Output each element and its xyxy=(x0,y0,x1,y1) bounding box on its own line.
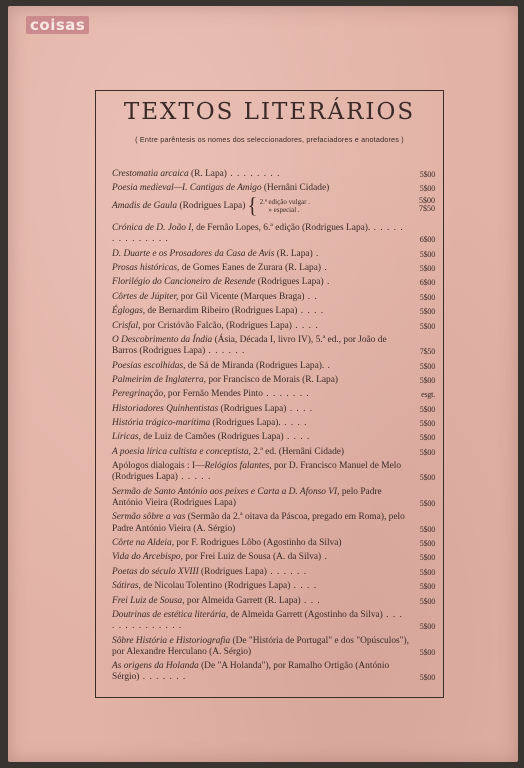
price: 5$00 xyxy=(419,292,435,302)
list-item: Amadis de Gaula (Rodrigues Lapa) { 2.ª edição vulgar . » especial . 5$00 7$50 xyxy=(112,193,435,218)
list-item: Prosas históricas, de Gomes Eanes de Zurara (R. Lapa) . 5$00 xyxy=(112,262,435,273)
list-item: Églogas, de Bernardim Ribeiro (Rodrigues Lapa) . . . . 5$00 xyxy=(112,306,435,317)
price: 5$00 xyxy=(419,433,435,443)
list-item: Vida do Arcebispo, por Frei Luiz de Sousa (A. da Silva) . 5$00 xyxy=(112,552,435,563)
price: 5$00 xyxy=(419,539,435,549)
list-item: Poetas do século XVIII (Rodrigues Lapa) . . . . . . 5$00 xyxy=(112,566,435,577)
list-item: D. Duarte e os Prosadores da Casa de Avis (R. Lapa) . 5$00 xyxy=(112,248,435,259)
edition-notes: 2.ª edição vulgar . » especial . xyxy=(259,197,310,214)
list-item: Peregrinação, por Fernão Mendes Pinto . . . . . . . esgt. xyxy=(112,389,435,400)
price: 6$00 xyxy=(419,278,435,288)
price: 5$00 7$50 xyxy=(419,195,435,213)
list-item: Poesia medieval—I. Cantigas de Amigo (Hernâni Cidade) 5$00 xyxy=(112,183,435,194)
price: esgt. xyxy=(421,390,435,400)
price: 7$50 xyxy=(419,347,435,357)
price: 5$00 xyxy=(419,567,435,577)
page-subtitle: ( Entre parêntesis os nomes dos seleccionadores, prefaciadores e anotadores ) xyxy=(135,135,404,144)
list-item: Crisfal, por Cristóvão Falcão, (Rodrigues Lapa) . . . . 5$00 xyxy=(112,320,435,331)
price: 6$00 xyxy=(419,235,435,245)
list-item: Côrte na Aldeia, por F. Rodrigues Lôbo (Agostinho da Silva) 5$00 xyxy=(112,538,435,549)
list-item: As origens da Holanda (De "A Holanda"), por Ramalho Ortigão (António Sérgio) . . . . . . . 5$00 xyxy=(112,661,435,683)
list-item: Palmeirim de Inglaterra, por Francisco de Morais (R. Lapa) 5$00 xyxy=(112,374,435,385)
price: 5$00 xyxy=(419,499,435,509)
list-item: Sermão de Santo António aos peixes e Carta a D. Afonso VI, pelo Padre António Vieira (Rodrigues Lapa) 5$00 xyxy=(112,486,435,509)
price: 5$00 xyxy=(419,473,435,483)
price: 5$00 xyxy=(419,524,435,534)
price: 5$00 xyxy=(419,375,435,385)
list-item: Sátiras, de Nicolau Tolentino (Rodrigues Lapa) . . . . 5$00 xyxy=(112,581,435,592)
list-item: O Descobrimento da Índia (Ásia, Década I, livro IV), 5.ª ed., por João de Barros (Rodrigues Lapa) . . . . . . 7$50 xyxy=(112,334,435,357)
price: 5$00 xyxy=(419,307,435,317)
price: 5$00 xyxy=(419,404,435,414)
list-item: Doutrinas de estética literária, de Almeida Garrett (Agostinho da Silva) . . . . . . . . . . . . . . 5$00 xyxy=(112,609,435,632)
list-item: Frei Luiz de Sousa, por Almeida Garrett (R. Lapa) . . . 5$00 xyxy=(112,595,435,606)
price: 5$00 xyxy=(419,622,435,632)
price: 5$00 xyxy=(419,361,435,371)
page-title: TEXTOS LITERÁRIOS xyxy=(123,99,416,125)
price: 5$00 xyxy=(419,249,435,259)
price: 5$00 xyxy=(419,170,435,179)
list-item: Sôbre História e Historiografia (De "História de Portugal" e dos "Opúsculos"), por Alexandre Herculano (A. Sérgio) 5$00 xyxy=(112,635,435,657)
watermark-logo: coisas xyxy=(26,16,89,34)
list-item: A poesia lírica cultista e conceptista, 2.ª ed. (Hernâni Cidade) 5$00 xyxy=(112,446,435,457)
list-item: Poesias escolhidas, de Sá de Miranda (Rodrigues Lapa). . 5$00 xyxy=(112,360,435,371)
list-item: Líricas, de Luiz de Camões (Rodrigues Lapa) . . . . 5$00 xyxy=(112,432,435,443)
brace-symbol: { xyxy=(247,193,258,218)
price: 5$00 xyxy=(419,263,435,273)
list-item: Sermão sôbre a vas (Sermão da 2.ª oitava da Páscoa, pregado em Roma), pelo Padre António Vieira (A. Sérgio) 5$00 xyxy=(112,512,435,534)
list-item: Florilégio do Cancioneiro de Resende (Rodrigues Lapa) . 6$00 xyxy=(112,277,435,288)
list-item: Crónica de D. João I, de Fernão Lopes, 6.ª edição (Rodrigues Lapa). . . . . . . . . . . . . . . 6$00 xyxy=(112,222,435,245)
price: 5$00 xyxy=(419,321,435,331)
price: 5$00 xyxy=(419,553,435,563)
list-item: História trágico-marítima (Rodrigues Lapa). . . . . 5$00 xyxy=(112,418,435,429)
price: 5$00 xyxy=(419,582,435,592)
price: 5$00 xyxy=(419,647,435,657)
list-item: Crestomatia arcaica (R. Lapa) . . . . . . . . 5$00 xyxy=(112,169,435,179)
list-item: Apólogos dialogais : I—Relógios falantes, por D. Francisco Manuel de Melo (Rodrigues Lapa) . . . . . 5$00 xyxy=(112,461,435,483)
content-frame xyxy=(95,90,444,698)
list-item: Côrtes de Júpiter, por Gil Vicente (Marques Braga) . . 5$00 xyxy=(112,291,435,302)
price: 5$00 xyxy=(419,447,435,457)
price: 5$00 xyxy=(419,419,435,429)
book-cover xyxy=(8,6,518,762)
entry-list xyxy=(112,169,435,687)
price: 5$00 xyxy=(419,596,435,606)
list-item: Historiadores Quinhentistas (Rodrigues Lapa) . . . . 5$00 xyxy=(112,403,435,414)
price: 5$00 xyxy=(419,673,435,683)
price: 5$00 xyxy=(419,184,435,194)
